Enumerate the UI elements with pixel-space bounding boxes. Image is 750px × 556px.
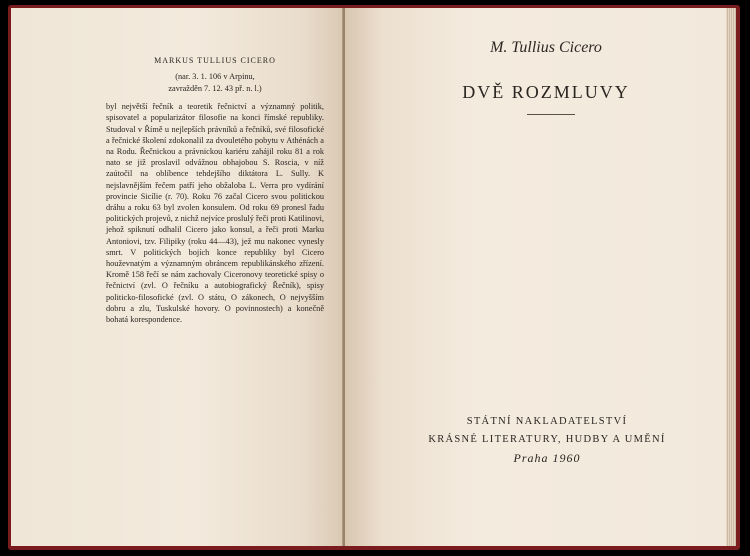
author-biography	[106, 55, 324, 325]
city-year: Praha 1960	[513, 451, 581, 465]
right-page-title-page	[345, 8, 729, 546]
dates-line-2: zavražděn 7. 12. 43 př. n. l.)	[168, 83, 262, 93]
publisher-imprint	[345, 413, 729, 467]
title-divider	[527, 114, 575, 115]
author-name: M. Tullius Cicero	[490, 39, 602, 56]
biography-text: byl největší řečník a teoretik řečnictví a významný politik, spisovatel a popularizátor filosofie na konci římské republiky. Studoval v Římě u nejlepších právníků a řečníků, své filosofické a řečnické školení zdokonalil za dvouletého pobytu v Athénách a na Rodu. Řečnickou a právnickou kariéru zahájil roku 81 a rok nato se již proslavil odvážnou obhajobou S. Roscia, v níž zaútočil na oblíbence tehdejšího diktátora L. Sully. K nejslavnějším řečem patří jeho obžaloba L. Verra pro vydírání provincie Sicílie (r. 70). Roku 76 začal Cicero svou politickou dráhu a roku 63 byl zvolen konsulem. Od roku 69 pronesl řadu politických projevů, z nichž nejvíce proslulý řeči proti Katilinovi, jehož spiknutí odhalil Cicero jako konsul, a řeči proti Marku Antoniovi, tzv. Filipiky (roku 44—43), jež mu nakonec vynesly smrt. V politických bojích konce republiky byl Cicero houževnatým a významným obráncem republikánského zřízení. Kromě 158 řečí se nám zachovaly Ciceronovy teoretické spisy o řečnictví (zvl. O řečníku a autobiografický Řečník), spisy politicko-filosofické (zvl. O státu, O zákonech, O nejvyšším dobru a zlu, Tuskulské hovory. O povinnostech) a konečně bohatá korespondence.	[106, 102, 324, 325]
page-edges	[726, 8, 736, 546]
publisher-line-1: STÁTNÍ NAKLADATELSTVÍ	[466, 416, 628, 427]
biography-dates	[106, 71, 324, 94]
publisher-line-2: KRÁSNÉ LITERATURY, HUDBY A UMĚNÍ	[428, 434, 666, 445]
book-cover	[8, 5, 740, 550]
biography-heading: MARKUS TULLIUS CICERO	[154, 56, 276, 65]
dates-line-1: (nar. 3. 1. 106 v Arpinu,	[175, 72, 255, 82]
book-title: DVĚ ROZMLUVY	[462, 82, 630, 102]
left-page	[11, 8, 344, 546]
